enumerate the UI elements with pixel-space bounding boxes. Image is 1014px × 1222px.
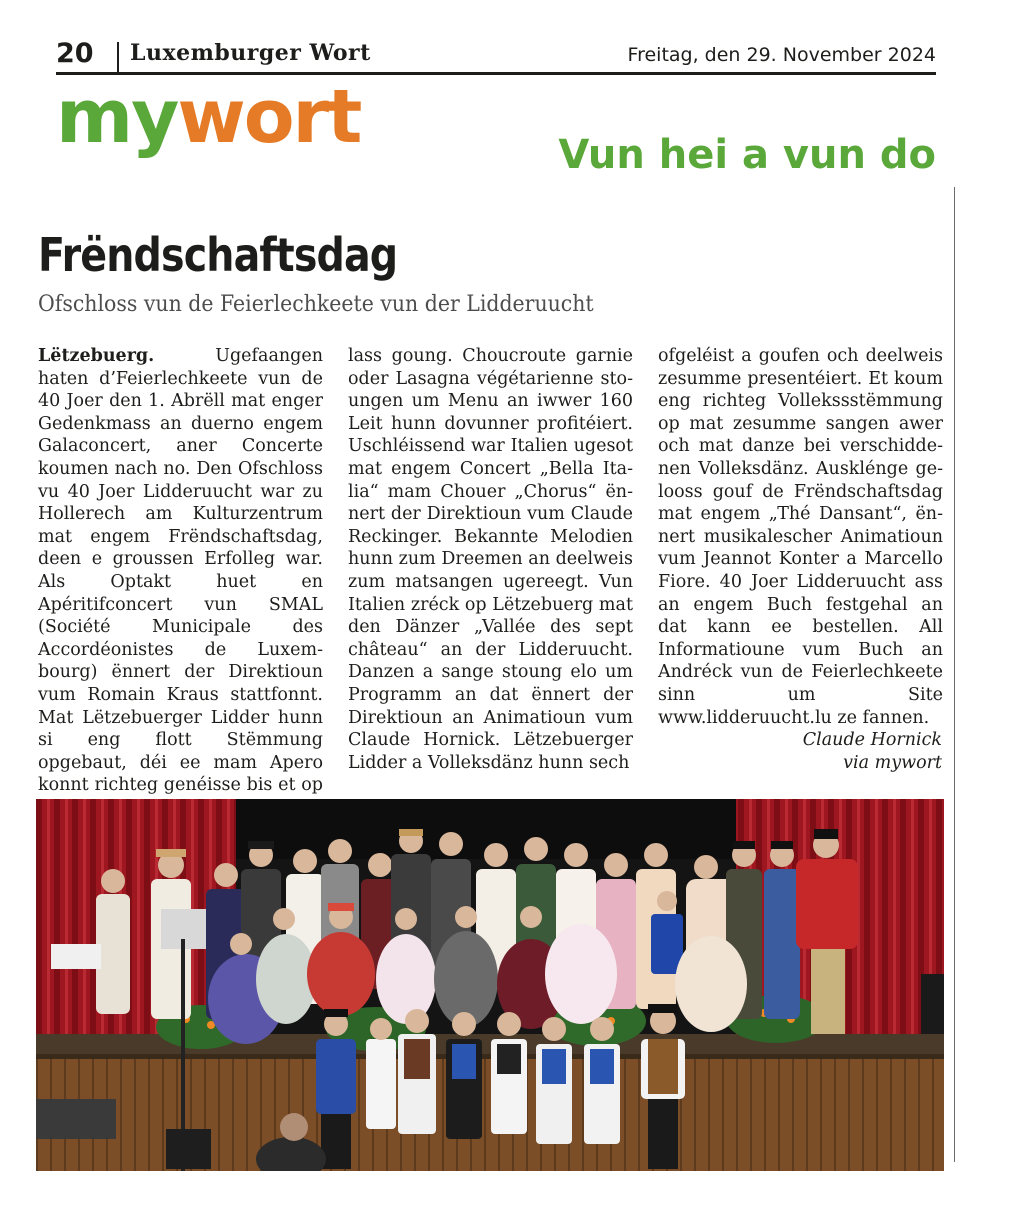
article-subheadline: Ofschloss vun de Feierlechkeete vun der Lidderuucht [38,292,594,317]
column-rule [954,187,955,1162]
article-headline: Frëndschaftsdag [38,228,398,282]
byline [803,729,942,774]
article-column-1 [38,345,323,819]
group-photo-illustration [36,799,944,1171]
header-separator [117,42,119,72]
logo-wort: wort [177,74,361,160]
article-column-2 [348,345,633,774]
column-3-text: ofgeléist a goufen och deelweis zesumme presentéiert. Et koum eng richteg Vollekssstëmmung op mat zesumme sangen awer och mat danze bei verschiddenen Volleksdänz. Ausklénge gelooss gouf de Frëndschaftsdag mat engem „Thé Dansant“, ënnert musikalescher Animatioun vum Jeannot Konter a Marcello Fiore. 40 Joer Lidderuucht ass an engem Buch festgehal an dat kann ee bestellen. All Informatioune vum Buch an Andréck vun de Feierlechkeete sinn um Site www.lidderuucht.lu ze fannen. [658,346,943,728]
byline-author: Claude Hornick [802,730,942,750]
newspaper-name: Luxemburger Wort [130,40,371,66]
page-number: 20 [56,38,94,69]
issue-date: Freitag, den 29. November 2024 [627,44,936,66]
mywort-logo [56,74,361,160]
article-photo [36,799,944,1171]
logo-my: my [56,74,178,160]
section-title: Vun hei a vun do [558,132,936,178]
byline-source: via mywort [843,752,942,773]
column-1-text: Ugefaangen haten d’Feierlechkeete vun de 40 Joer den 1. Abrëll mat enger Gedenkmass an duerno engem Galaconcert, aner Concerte koumen nach no. Den Ofschloss vu 40 Joer Lidderuucht war zu Hollerech am Kulturzentrum mat engem Frëndschaftsdag, deen e groussen Erfolleg war. Als Optakt huet en Apéritifconcert vun SMAL (Société Municipale des Accordéonistes de Luxembourg) ënnert der Direktioun vum Romain Kraus stattfonnt. Mat Lëtzebuerger Lidder hunn si eng flott Stëmmung opgebaut, déi ee mam Apero konnt richteg genéisse bis et op [38,346,323,796]
dateline: Lëtzebuerg. [38,346,155,366]
article-column-3 [658,345,943,729]
column-2-text: lass goung. Choucroute garnie oder Lasagna végétarienne stoungen um Menu an iwwer 160 Leit hunn dovunner profitéiert. Uschléissend war Italien ugesot mat engem Concert „Bella Italia“ mam Chouer „Chorus“ ënnert der Direktioun vum Claude Reckinger. Bekannte Melodien hunn zum Dreemen an deelweis zum matsangen ugereegt. Vun Italien zréck op Lëtzebuerg mat den Dänzer „Vallée des sept château“ an der Lidderuucht. Danzen a sange stoung elo um Programm an dat ënnert der Direktioun an Animatioun vum Claude Hornick. Lëtzebuerger Lidder a Volleksdänz hunn sech [348,346,633,773]
